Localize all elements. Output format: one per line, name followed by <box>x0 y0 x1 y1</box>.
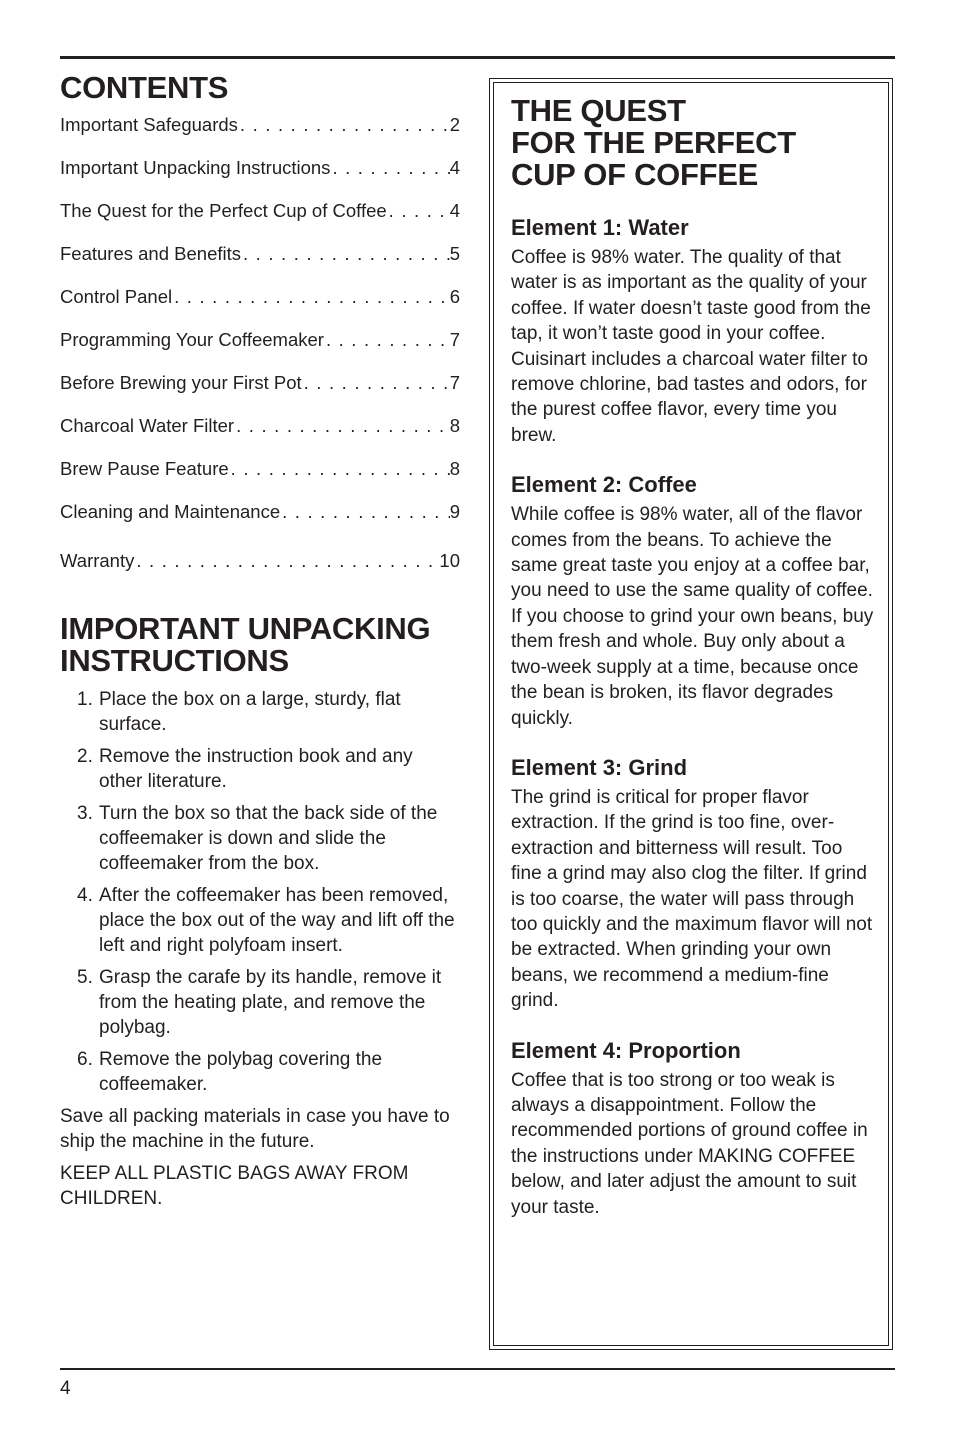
element-heading: Element 4: Proportion <box>511 1037 741 1063</box>
plastic-bag-warning: KEEP ALL PLASTIC BAGS AWAY FROM CHILDREN. <box>60 1163 409 1209</box>
table-of-contents <box>60 114 460 593</box>
toc-item[interactable]: Features and Benefits . . . 5 <box>60 243 460 286</box>
element-heading: Element 1: Water <box>511 215 689 240</box>
toc-item[interactable]: The Quest for the Perfect Cup of Coffee . . . 4 <box>60 200 460 243</box>
quest-heading: THE QUEST FOR THE PERFECT CUP OF COFFEE <box>511 93 796 192</box>
quest-section <box>511 95 876 1220</box>
element-heading: Element 3: Grind <box>511 754 688 780</box>
page-number: 4 <box>60 1378 71 1399</box>
bottom-rule <box>60 1368 895 1370</box>
element-body: Coffee that is too strong or too weak is always a disappointment. Follow the recommended portions of ground coffee in the instructions under MAKING COFFEE below, and later adjust the amount to suit your taste. <box>511 1069 868 1218</box>
toc-item[interactable]: Cleaning and Maintenance . . . 9 <box>60 501 460 544</box>
list-item: 6. Remove the polybag covering the coffeemaker. <box>77 1049 383 1095</box>
element-body: Coffee is 98% water. The quality of that water is as important as the quality of your coffee. If water doesn’t taste good from the tap, it won’t taste good in your coffee. Cuisinart includes a charcoal water filter to remove chlorine, bad tastes and odors, for the purest coffee flavor, every time you brew. <box>511 247 871 446</box>
contents-heading: CONTENTS <box>60 70 229 105</box>
toc-item[interactable]: Brew Pause Feature . . . 8 <box>60 458 460 501</box>
toc-item[interactable]: Important Safeguards . . . 2 <box>60 114 460 157</box>
element-body: The grind is critical for proper flavor extraction. If the grind is too fine, over-extraction and bitterness will result. Too fine a grind may also clog the filter. If grind is too coarse, the water will pass through too quickly and the maximum flavor will not be extracted. When grinding your own beans, we recommend a medium-fine grind. <box>511 786 873 1012</box>
list-item: 5. Grasp the carafe by its handle, remove it from the heating plate, and remove the polybag. <box>77 967 442 1038</box>
toc-item[interactable]: Before Brewing your First Pot . . . 7 <box>60 372 460 415</box>
element-body: While coffee is 98% water, all of the flavor comes from the beans. To achieve the same great taste you enjoy at a coffee bar, you need to use the same quality of coffee. If you choose to grind your own beans, buy them fresh and whole. Buy only about a two-week supply at a time, because once the bean is broken, its flavor degrades quickly. <box>511 504 874 729</box>
unpacking-heading: IMPORTANT UNPACKING INSTRUCTIONS <box>60 611 431 678</box>
list-item: 3. Turn the box so that the back side of the coffeemaker is down and slide the coffeemaker from the box. <box>77 803 438 874</box>
list-item: 1. Place the box on a large, sturdy, flat surface. <box>77 689 401 735</box>
left-column <box>60 72 460 1218</box>
toc-item[interactable]: Control Panel . . . 6 <box>60 286 460 329</box>
toc-item[interactable]: Warranty . . . 10 <box>60 550 460 593</box>
element-heading: Element 2: Coffee <box>511 472 697 498</box>
toc-item[interactable]: Important Unpacking Instructions . . . 4 <box>60 157 460 200</box>
packing-note: Save all packing materials in case you have to ship the machine in the future. <box>60 1106 450 1152</box>
unpacking-steps <box>60 687 460 1097</box>
list-item: 2. Remove the instruction book and any other literature. <box>77 746 413 792</box>
top-rule <box>60 56 895 59</box>
list-item: 4. After the coffeemaker has been removed, place the box out of the way and lift off the left and right polyfoam insert. <box>77 885 455 956</box>
toc-item[interactable]: Charcoal Water Filter . . . 8 <box>60 415 460 458</box>
toc-item[interactable]: Programming Your Coffeemaker . . . 7 <box>60 329 460 372</box>
